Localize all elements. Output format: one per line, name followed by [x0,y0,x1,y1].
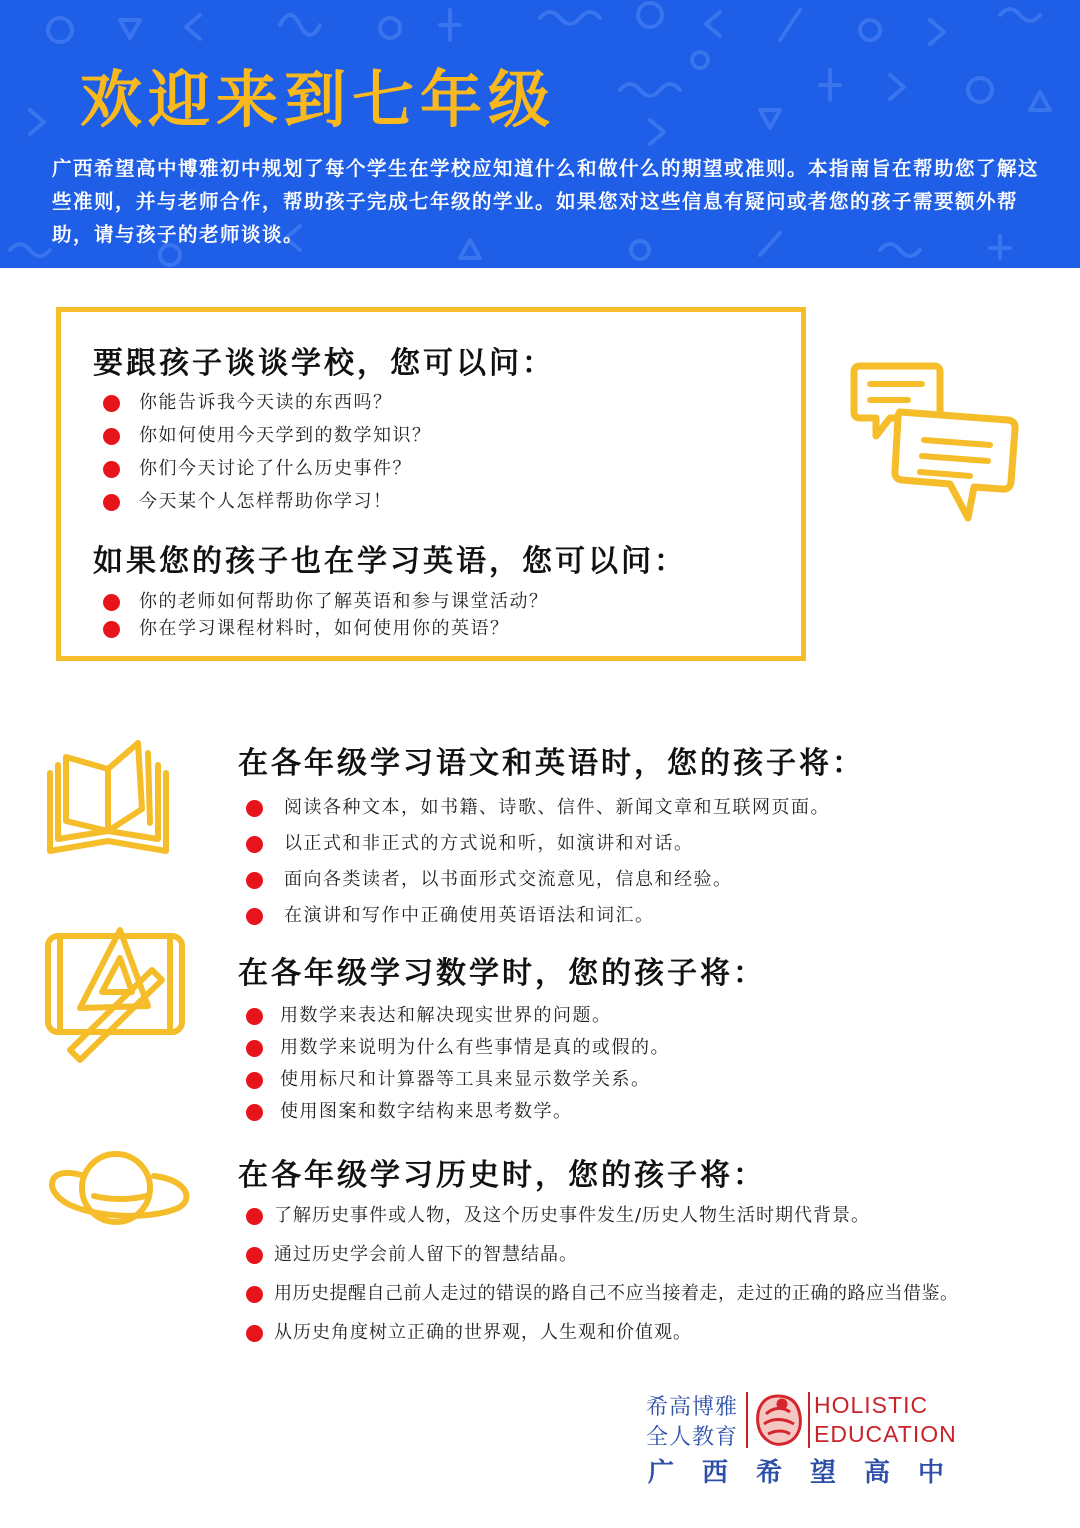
planet-icon [38,1138,193,1238]
bullet-dot-icon [103,428,120,445]
bullet-dot-icon [246,872,263,889]
bullet-dot-icon [103,461,120,478]
list-item: 从历史角度树立正确的世界观，人生观和价值观。 [246,1313,959,1352]
bullet-dot-icon [246,1104,263,1121]
bullet-dot-icon [246,1008,263,1025]
bullet-dot-icon [103,621,120,638]
list-item: 你们今天讨论了什么历史事件？ [103,452,432,485]
bullet-dot-icon [103,594,120,611]
bullet-dot-icon [246,800,263,817]
language-goal-list [246,790,830,934]
question-list-english [103,588,549,642]
question-heading-school: 要跟孩子谈谈学校，您可以问： [93,346,555,381]
list-item: 用数学来表达和解决现实世界的问题。 [246,1000,670,1032]
list-item: 在演讲和写作中正确使用英语语法和词汇。 [246,898,830,934]
bullet-dot-icon [246,1072,263,1089]
open-book-icon [38,733,188,863]
list-item: 你的老师如何帮助你了解英语和参与课堂活动？ [103,588,549,615]
ruler-triangle-icon [40,922,190,1070]
section-heading-language: 在各年级学习语文和英语时，您的孩子将： [238,746,865,781]
list-item: 今天某个人怎样帮助你学习！ [103,485,432,518]
history-goal-list [246,1196,959,1352]
list-item: 面向各类读者，以书面形式交流意见，信息和经验。 [246,862,830,898]
list-item: 你在学习课程材料时，如何使用你的英语？ [103,615,549,642]
math-goal-list [246,1000,670,1128]
section-heading-history: 在各年级学习历史时，您的孩子将： [238,1158,766,1193]
list-item: 使用图案和数字结构来思考数学。 [246,1096,670,1128]
bullet-dot-icon [246,1247,263,1264]
page-title: 欢迎来到七年级 [80,63,557,136]
logo-english-line1: HOLISTIC [814,1392,929,1418]
bullet-dot-icon [103,395,120,412]
question-list-school [103,386,432,518]
logo-slogan-line1: 希高博雅 [646,1395,739,1420]
logo-slogan-line2: 全人教育 [646,1425,739,1450]
speech-bubbles-icon [842,352,1027,532]
bullet-dot-icon [246,1040,263,1057]
list-item: 了解历史事件或人物，及这个历史事件发生/历史人物生活时期代背景。 [246,1196,959,1235]
list-item: 用数学来说明为什么有些事情是真的或假的。 [246,1032,670,1064]
list-item: 通过历史学会前人留下的智慧结晶。 [246,1235,959,1274]
section-heading-math: 在各年级学习数学时，您的孩子将： [238,956,766,991]
list-item: 用历史提醒自己前人走过的错误的路自己不应当接着走，走过的正确的路应当借鉴。 [246,1274,959,1313]
list-item: 你如何使用今天学到的数学知识？ [103,419,432,452]
bullet-dot-icon [246,836,263,853]
bullet-dot-icon [246,1208,263,1225]
bullet-dot-icon [246,1325,263,1342]
question-heading-english: 如果您的孩子也在学习英语，您可以问： [93,544,687,579]
header-banner [0,0,1080,268]
bullet-dot-icon [103,494,120,511]
logo-school-name: 广西希望高中 [648,1458,973,1488]
bullet-dot-icon [246,1286,263,1303]
school-emblem-icon [752,1390,804,1450]
school-logo [640,1388,980,1488]
list-item: 你能告诉我今天读的东西吗？ [103,386,432,419]
bullet-dot-icon [246,908,263,925]
list-item: 阅读各种文本，如书籍、诗歌、信件、新闻文章和互联网页面。 [246,790,830,826]
intro-paragraph: 广西希望高中博雅初中规划了每个学生在学校应知道什么和做什么的期望或准则。本指南旨在帮助您了解这些准则，并与老师合作，帮助孩子完成七年级的学业。如果您对这些信息有疑问或者您的孩子需要额外帮助，请与孩子的老师谈谈。 [52,157,1040,246]
logo-english-line2: EDUCATION [814,1421,957,1447]
logo-divider-right [808,1392,810,1448]
logo-divider-left [746,1392,748,1448]
list-item: 使用标尺和计算器等工具来显示数学关系。 [246,1064,670,1096]
list-item: 以正式和非正式的方式说和听，如演讲和对话。 [246,826,830,862]
conversation-questions-box [56,307,806,661]
